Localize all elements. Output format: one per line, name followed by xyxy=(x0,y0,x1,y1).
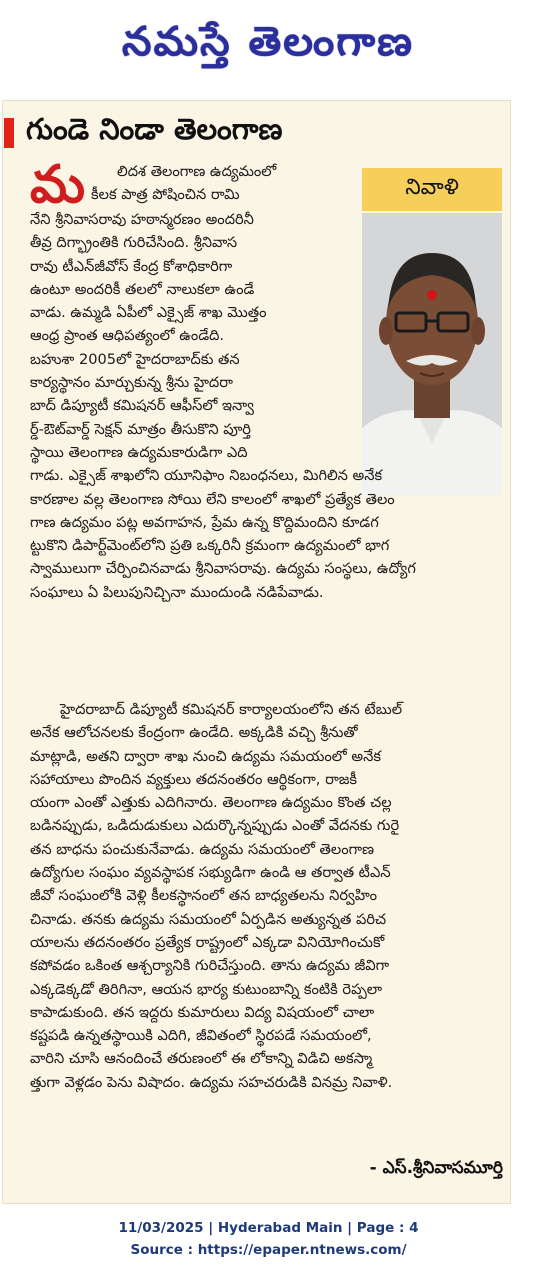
body-line: జీవో సంఘంలోకి వెళ్లి కీలకస్థానంలో తన బాధ్యతలను నిర్వహిం xyxy=(30,887,378,905)
body-line: అనేక ఆలోచనలకు కేంద్రంగా ఉండేది. అక్కడికి వచ్చి శ్రీనుతో xyxy=(30,724,358,742)
body-line: యంగా ఎంతో ఎత్తుకు ఎదిగినారు. తెలంగాణ ఉద్యమం కొంత చల్ల xyxy=(30,794,392,812)
body-line: వాడు. ఉమ్మడి ఏపీలో ఎక్సైజ్ శాఖ మొత్తం xyxy=(30,304,267,322)
body-line: ట్టుకొని డిపార్ట్‌మెంట్‌లోని ప్రతి ఒక్కరినీ క్రమంగా ఉద్యమంలో భాగ xyxy=(30,537,390,555)
body-line: బహుశా 2005లో హైదరాబాద్‌కు తన xyxy=(30,350,240,368)
body-line: ఎక్కడెక్కడో తిరిగినా, ఆయన భార్య కుటుంబాన్ని కంటికి రెప్పలా xyxy=(30,980,383,998)
body-line: స్వాములుగా చేర్పించినవాడు శ్రీనివాసరావు. ఉద్యమ సంస్థలు, ఉద్యోగ xyxy=(30,560,416,578)
body-line: ఉంటూ అందరికీ తలలో నాలుకలా ఉండే xyxy=(30,280,255,298)
body-line: కీలక పాత్ర పోషించిన రామి xyxy=(91,186,240,204)
body-line: స్థాయి తెలంగాణ ఉద్యమకారుడిగా ఎది xyxy=(30,443,248,461)
body-line: చినాడు. తనకు ఉద్యమ సమయంలో ఏర్పడిన అత్యున్నత పరిచ xyxy=(30,910,387,928)
photo-caption: నివాళి xyxy=(405,174,459,200)
body-line: హైదరాబాద్ డిప్యూటీ కమిషనర్ కార్యాలయంలోని తన టేబుల్ xyxy=(60,701,403,718)
article-paragraph-1 xyxy=(30,154,504,604)
body-line: తన బాధను పంచుకునేవాడు. ఉద్యమ సమయంలో తెలంగాణ xyxy=(30,840,375,858)
headline-accent-bar xyxy=(4,118,14,148)
body-line: కార్యస్థానం మార్చుకున్న శ్రీను హైదరా xyxy=(30,374,233,392)
body-line: సంఘాలు ఏ పిలుపునిచ్చినా ముందుండి నడిపేవాడు. xyxy=(30,583,324,601)
body-line: కాపాడుకుంది. తన ఇద్దరు కుమారులు విద్య విషయంలో చాలా xyxy=(30,1003,375,1021)
body-line: బడినప్పుడు, ఒడిదుడుకులు ఎదుర్కొన్నప్పుడు ఎంతో వేదనకు గురై xyxy=(30,817,400,835)
body-line: యాలను తదనంతరం ప్రత్యేక రాష్ట్రంలో ఎక్కడా వినియోగించుకో xyxy=(30,933,385,951)
edition-info: 11/03/2025 | Hyderabad Main | Page : 4 xyxy=(118,1220,419,1236)
article-paragraph-2 xyxy=(30,698,504,1094)
body-line: త్తుగా వెళ్లడం పెను విషాదం. ఉద్యమ సహచరుడికి వినమ్ర నివాళి. xyxy=(30,1073,393,1091)
masthead-title: నమస్తే తెలంగాణ xyxy=(122,17,415,65)
body-line: ర్డ్-ఔట్‌వార్డ్ సెక్షన్ మాత్రం తీసుకొని పూర్తి xyxy=(30,420,251,438)
author-signature: - ఎస్.శ్రీనివాసమూర్తి xyxy=(369,1158,503,1178)
body-line: కారణాల వల్ల తెలంగాణ సోయి లేని కాలంలో శాఖలో ప్రత్యేక తెలం xyxy=(30,490,395,508)
body-line: కపోవడం ఒకింత ఆశ్చర్యానికి గురిచేస్తుంది. తాను ఉద్యమ జీవిగా xyxy=(30,957,390,975)
body-line: కష్టపడి ఉన్నతస్థాయికి ఎదిగి, జీవితంలో స్థిరపడే సమయంలో, xyxy=(30,1027,372,1045)
masthead xyxy=(0,0,537,92)
body-line: గాడు. ఎక్సైజ్ శాఖలోని యూనిఫాం నిబంధనలు, మిగిలిన అనేక xyxy=(30,467,383,485)
source-link[interactable]: Source : https://epaper.ntnews.com/ xyxy=(130,1242,407,1258)
body-line: మాట్లాడి, అతని ద్వారా శాఖ నుంచి ఉద్యమ సమయంలో అనేక xyxy=(30,747,381,765)
body-line: తీవ్ర దిగ్భ్రాంతికి గురిచేసింది. శ్రీనివాస xyxy=(30,234,238,252)
body-line: ఆంధ్ర ప్రాంత ఆధిపత్యంలో ఉండేది. xyxy=(30,327,225,345)
drop-cap: మ xyxy=(30,154,86,215)
body-line: లిదశ తెలంగాణ ఉద్యమంలో xyxy=(117,163,277,180)
body-line: రావు టీఎన్‌జీవోస్ కేంద్ర కోశాధికారిగా xyxy=(30,257,233,275)
body-line: గాణ ఉద్యమం పట్ల అవగాహన, ప్రేమ ఉన్న కొద్దిమందిని కూడగ xyxy=(30,513,379,531)
article-headline: గుండె నిండా తెలంగాణ xyxy=(26,112,283,146)
body-line: బాద్ డిప్యూటీ కమిషనర్ ఆఫీస్‌లో ఇన్వా xyxy=(30,397,254,415)
body-line: ఉద్యోగుల సంఘం వ్యవస్థాపక సభ్యుడిగా ఉండి ఆ తర్వాత టీఎన్ xyxy=(30,864,391,882)
body-line: నేని శ్రీనివాసరావు హఠాన్మరణం అందరినీ xyxy=(30,211,254,228)
body-line: వారిని చూసి ఆనందించే తరుణంలో ఈ లోకాన్ని విడిచి అకస్మా xyxy=(30,1050,373,1068)
body-line: సహాయాలు పొందిన వ్యక్తులు తదనంతరం ఆర్థికంగా, రాజకీ xyxy=(30,770,358,788)
